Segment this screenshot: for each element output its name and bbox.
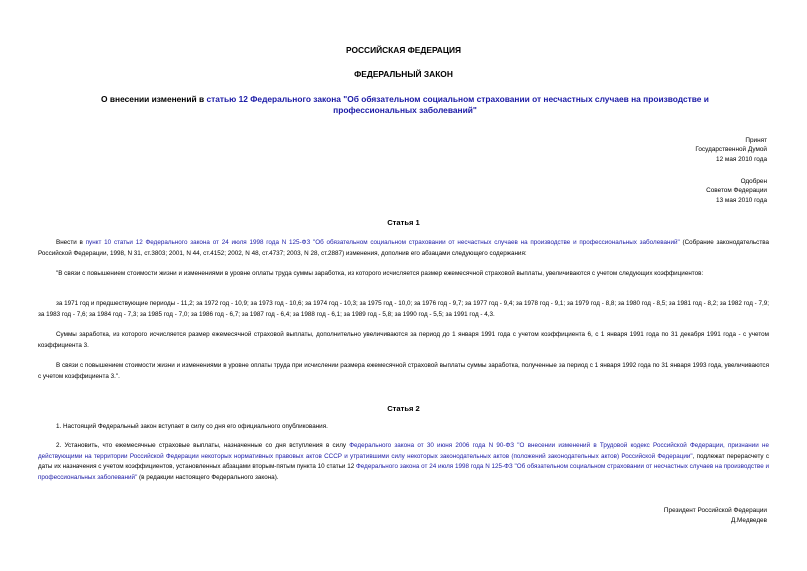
article-1-paragraph-3: за 1971 год и предшествующие периоды - 11,2; за 1972 год - 10,9; за 1973 год - 10,6; за 1974 год - 10,3; за 1975 год - 10,0; за 1976 год - 9,7; за 1977 год - 9,4; за 1978 год - 9,1; за 1979 год - 8,8; за 1980 год - 8,5; за 1981 год - 8,2; за 1982 год - 7,9; за 1983 год - 7,6; за 1984 год - 7,3; за 1985 год - 7,0; за 1986 год - 6,7; за 1987 год - 6,4; за 1988 год - 6,1; за 1989 год - 5,8; за 1990 год - 5,5; за 1991 год - 4,3.	[38, 300, 769, 318]
article-2-title: Статья 2	[387, 404, 420, 413]
approved-line-3: 13 мая 2010 года	[716, 196, 767, 204]
approved-block	[706, 177, 767, 205]
law-title-prefix: О внесении изменений в	[101, 94, 207, 104]
adopted-line-1: Принят	[745, 137, 767, 144]
article-1-paragraph-1	[38, 238, 769, 259]
adopted-line-3: 12 мая 2010 года	[716, 155, 767, 163]
a1p1-text-a: Внести в	[56, 239, 86, 246]
doc-type-heading: ФЕДЕРАЛЬНЫЙ ЗАКОН	[354, 69, 453, 79]
article-1-paragraph-4: Суммы заработка, из которого исчисляется размер ежемесячной страховой выплаты, дополнительно увеличиваются за период до 1 января 1991 года с учетом коэффициента 6, с 1 января 1991 года по 31 декабря 1991 года - с учетом коэффициента 3.	[38, 331, 769, 349]
article-1-title: Статья 1	[387, 218, 420, 227]
signature-title: Президент Российской Федерации	[663, 507, 767, 514]
article-1-paragraph-5: В связи с повышением стоимости жизни и изменениями в уровне оплаты труда при исчислении размера ежемесячной страховой выплаты суммы заработка, полученные за период с 1 января 1992 года по 31 января 1993 года, увеличиваются с учетом коэффициента 3.".	[38, 362, 769, 380]
approved-line-2: Советом Федерации	[706, 187, 767, 195]
law-title-link[interactable]: статью 12 Федерального закона "Об обязательном социальном страховании от несчастных случаев на производстве и профессиональных заболеваний"	[206, 94, 709, 115]
article-1-paragraph-2: "В связи с повышением стоимости жизни и изменениями в уровне оплаты труда суммы заработка, из которого исчисляется размер ежемесячной страховой выплаты, увеличиваются с учетом следующих коэффициентов:	[56, 270, 704, 277]
a2p2-text-a: 2. Установить, что ежемесячные страховые выплаты, назначенные со дня вступления в силу	[56, 442, 350, 449]
adopted-line-2: Государственной Думой	[695, 146, 767, 154]
signature-name: Д.Медведев	[730, 517, 767, 524]
article-2-paragraph-2	[38, 441, 769, 483]
approved-line-1: Одобрен	[740, 178, 767, 185]
a2p2-link-2[interactable]: Федерального закона от 24 июля 1998 года N 125-ФЗ "Об обязательном социальном страховании от несчастных случаев на производстве и профессиональных заболеваний"	[38, 463, 770, 481]
a2p2-text-b: , подлежат перерасчету с даты их назначения с учетом коэффициентов, установленных абзацами вторым-пятым пункта 10 статьи 12	[38, 452, 769, 470]
adopted-block	[695, 136, 767, 164]
country-heading: РОССИЙСКАЯ ФЕДЕРАЦИЯ	[345, 45, 462, 55]
a1p1-text-b: (Собрание законодательства Российской Федерации, 1998, N 31, ст.3803; 2001, N 44, ст.4152; 2002, N 48, ст.4737; 2003, N 28, ст.2887) изменения, дополнив его абзацами следующего содержания:	[38, 239, 769, 257]
a2p2-text-c: (в редакции настоящего Федерального закона).	[137, 473, 279, 481]
signature-block	[664, 506, 767, 526]
a2p2-link-1[interactable]: Федерального закона от 30 июня 2006 года N 90-ФЗ "О внесении изменений в Трудовой кодекс Российской Федерации, признании не действующими на территории Российской Федерации некоторых нормативных правовых актов СССР и утратившими силу некоторых законодательных актов (положений законодательных актов) Российской Федерации"	[38, 442, 769, 460]
article-2-paragraph-1: 1. Настоящий Федеральный закон вступает в силу со дня его официального опубликования.	[56, 423, 328, 430]
a1p1-link[interactable]: пункт 10 статьи 12 Федерального закона от 24 июля 1998 года N 125-ФЗ "Об обязательном социальном страховании от несчастных случаев на производстве и профессиональных заболеваний"	[85, 239, 680, 246]
law-title	[60, 94, 750, 116]
